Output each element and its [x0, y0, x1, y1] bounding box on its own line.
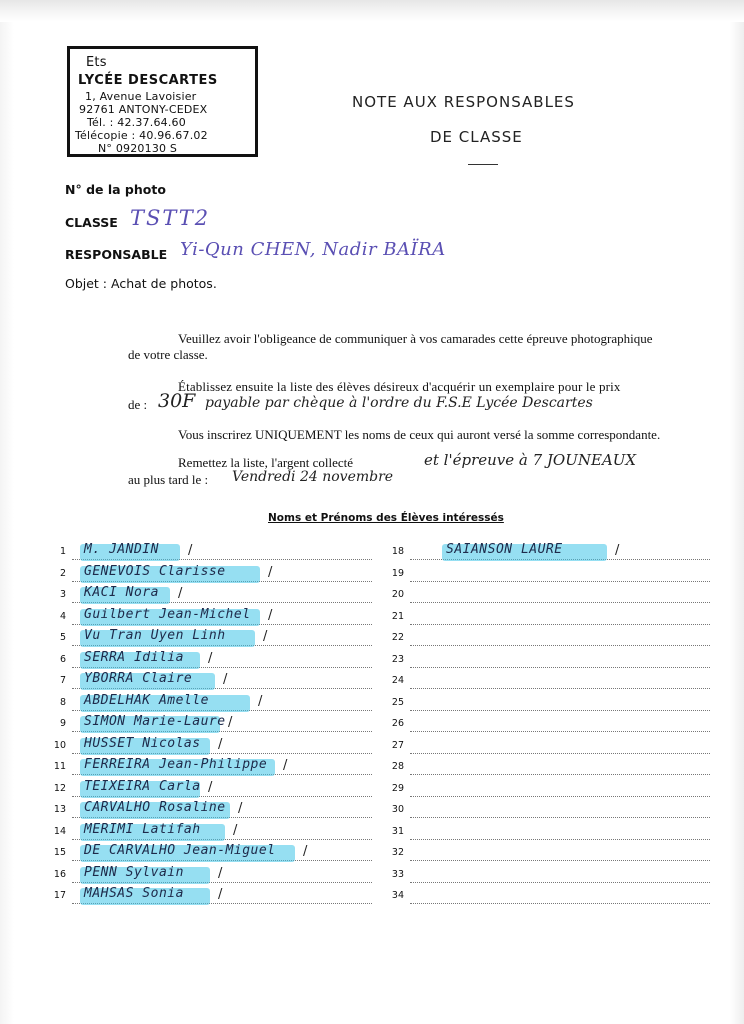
deliver-to-text: et l'épreuve à 7 JOUNEAUX — [424, 451, 637, 469]
list-row — [390, 844, 720, 864]
row-dotted-line — [410, 839, 710, 840]
list-row — [390, 780, 720, 800]
student-name: PENN Sylvain — [84, 864, 184, 880]
deadline-date: Vendredi 24 novembre — [232, 469, 394, 485]
check-mark: / — [228, 715, 233, 730]
stamp-address-line1: 1, Avenue Lavoisier — [85, 90, 197, 103]
row-dotted-line — [410, 602, 710, 603]
row-dotted-line — [410, 774, 710, 775]
student-name: MAHSAS Sonia — [84, 886, 184, 901]
list-row — [390, 737, 720, 757]
student-name: YBORRA Claire — [84, 671, 193, 686]
price-value: 30F — [158, 390, 196, 412]
row-dotted-line — [410, 731, 710, 732]
row-number: 34 — [391, 890, 404, 901]
document-title-line2: DE CLASSE — [430, 128, 523, 146]
row-dotted-line — [410, 645, 710, 646]
student-name: M. JANDIN — [84, 542, 159, 557]
student-name: Vu Tran Uyen Linh — [84, 628, 226, 643]
row-number: 19 — [391, 567, 404, 579]
row-number: 12 — [53, 782, 66, 794]
row-number: 5 — [59, 632, 66, 643]
row-number: 13 — [53, 804, 66, 815]
check-mark: / — [218, 865, 223, 881]
list-row — [390, 887, 720, 907]
list-row — [390, 823, 720, 843]
student-name: SERRA Idilia — [84, 649, 184, 665]
list-row — [390, 565, 720, 585]
responsable-value: Yi-Qun CHEN, Nadir BAÏRA — [180, 239, 446, 260]
check-mark: / — [188, 543, 193, 558]
list-title: Noms et Prénoms des Élèves intéressés — [268, 512, 504, 524]
stamp-ets: Ets — [86, 55, 107, 70]
row-number: 4 — [59, 610, 66, 622]
list-row — [52, 758, 382, 778]
classe-label: CLASSE — [65, 215, 118, 230]
row-number: 31 — [391, 825, 404, 837]
row-dotted-line — [410, 817, 710, 818]
check-mark: / — [615, 543, 620, 558]
student-name: CARVALHO Rosaline — [84, 800, 226, 815]
check-mark: / — [178, 586, 183, 601]
check-mark: / — [208, 779, 213, 795]
row-dotted-line — [410, 710, 710, 711]
row-number: 16 — [53, 868, 66, 880]
row-number: 28 — [391, 761, 404, 772]
paragraph4-line1: Remettez la liste, l'argent collecté — [178, 455, 353, 470]
row-dotted-line — [410, 860, 710, 861]
student-name: TEIXEIRA Carla — [84, 778, 201, 794]
list-row — [52, 715, 382, 735]
row-number: 32 — [391, 847, 404, 858]
student-name: DE CARVALHO Jean-Miguel — [84, 843, 276, 858]
list-row — [390, 758, 720, 778]
list-row — [52, 866, 382, 886]
check-mark: / — [283, 758, 288, 773]
row-number: 20 — [391, 589, 404, 600]
row-number: 21 — [391, 610, 404, 622]
row-number: 6 — [59, 653, 66, 665]
check-mark: / — [303, 844, 308, 859]
list-row — [52, 565, 382, 585]
row-number: 7 — [59, 675, 66, 686]
row-number: 15 — [53, 847, 66, 858]
school-stamp — [67, 46, 258, 157]
list-row — [52, 694, 382, 714]
stamp-school-number: N° 0920130 S — [98, 142, 178, 155]
list-row — [52, 823, 382, 843]
student-name: SAIANSON LAURE — [446, 542, 563, 557]
check-mark: / — [238, 801, 243, 816]
row-dotted-line — [410, 753, 710, 754]
row-number: 23 — [391, 653, 404, 665]
list-row — [52, 608, 382, 628]
list-row — [52, 586, 382, 606]
row-number: 22 — [391, 632, 404, 643]
list-row — [52, 651, 382, 671]
row-number: 18 — [391, 546, 404, 557]
student-name: SIMON Marie-Laure — [84, 714, 226, 729]
objet-line: Objet : Achat de photos. — [65, 276, 217, 291]
paragraph2-line1: Établissez ensuite la liste des élèves désireux d'acquérir un exemplaire pour le prix — [178, 379, 621, 394]
student-name: MERIMI Latifah — [84, 821, 201, 837]
row-number: 33 — [391, 868, 404, 880]
row-number: 3 — [59, 589, 66, 600]
list-row — [52, 629, 382, 649]
check-mark: / — [218, 736, 223, 752]
student-name: FERREIRA Jean-Philippe — [84, 757, 268, 772]
row-dotted-line — [410, 624, 710, 625]
student-name: KACI Nora — [84, 585, 159, 600]
paragraph4-line2: au plus tard le : — [128, 472, 209, 487]
row-number: 17 — [53, 890, 66, 901]
classe-value: TSTT2 — [130, 206, 211, 230]
student-name: ABDELHAK Amelle — [84, 692, 209, 708]
row-number: 10 — [53, 739, 66, 751]
responsable-label: RESPONSABLE — [65, 247, 168, 262]
list-row — [52, 737, 382, 757]
list-row — [52, 801, 382, 821]
row-number: 1 — [59, 546, 66, 557]
stamp-fax: Télécopie : 40.96.67.02 — [75, 129, 208, 142]
row-dotted-line — [410, 796, 710, 797]
row-dotted-line — [410, 581, 710, 582]
stamp-school-name: LYCÉE DESCARTES — [78, 73, 218, 88]
check-mark: / — [218, 887, 223, 902]
stamp-telephone: Tél. : 42.37.64.60 — [87, 116, 186, 129]
row-number: 24 — [391, 675, 404, 686]
row-number: 2 — [59, 567, 66, 579]
row-number: 25 — [391, 696, 404, 708]
check-mark: / — [268, 564, 273, 580]
row-number: 30 — [391, 804, 404, 815]
check-mark: / — [268, 607, 273, 623]
paragraph2-line2: de : — [128, 397, 148, 412]
document-title-line1: NOTE AUX RESPONSABLES — [352, 93, 575, 111]
list-row — [52, 887, 382, 907]
list-row — [52, 672, 382, 692]
title-divider — [468, 164, 498, 165]
list-row — [390, 543, 720, 563]
row-dotted-line — [410, 903, 710, 904]
list-row — [52, 780, 382, 800]
row-number: 26 — [391, 718, 404, 729]
check-mark: / — [208, 650, 213, 666]
list-row — [390, 608, 720, 628]
check-mark: / — [223, 672, 228, 687]
list-row — [52, 543, 382, 563]
student-name: GENEVOIS Clarisse — [84, 563, 226, 579]
row-number: 9 — [59, 718, 66, 729]
row-dotted-line — [410, 667, 710, 668]
scan-edge — [0, 0, 744, 22]
check-mark: / — [233, 822, 238, 838]
list-row — [390, 866, 720, 886]
check-mark: / — [263, 629, 268, 644]
paragraph1-line2: de votre classe. — [128, 347, 208, 362]
row-number: 11 — [53, 761, 66, 772]
list-row — [390, 801, 720, 821]
photo-number-label: N° de la photo — [65, 182, 166, 197]
list-row — [390, 694, 720, 714]
row-dotted-line — [410, 688, 710, 689]
student-name: HUSSET Nicolas — [84, 735, 201, 751]
student-name: Guilbert Jean-Michel — [84, 606, 251, 622]
list-row — [390, 586, 720, 606]
row-number: 27 — [391, 739, 404, 751]
paragraph1-line1: Veuillez avoir l'obligeance de communiquer à vos camarades cette épreuve photographique — [178, 331, 653, 346]
payable-text: payable par chèque à l'ordre du F.S.E Lycée Descartes — [205, 395, 593, 411]
list-row — [390, 651, 720, 671]
row-number: 8 — [59, 696, 66, 708]
check-mark: / — [258, 693, 263, 709]
list-row — [390, 629, 720, 649]
stamp-address-line2: 92761 ANTONY-CEDEX — [79, 103, 208, 116]
row-number: 14 — [53, 825, 66, 837]
paragraph3: Vous inscrirez UNIQUEMENT les noms de ceux qui auront versé la somme correspondante. — [178, 427, 661, 442]
row-dotted-line — [410, 882, 710, 883]
list-row — [390, 715, 720, 735]
list-row — [52, 844, 382, 864]
list-row — [390, 672, 720, 692]
row-number: 29 — [391, 782, 404, 794]
